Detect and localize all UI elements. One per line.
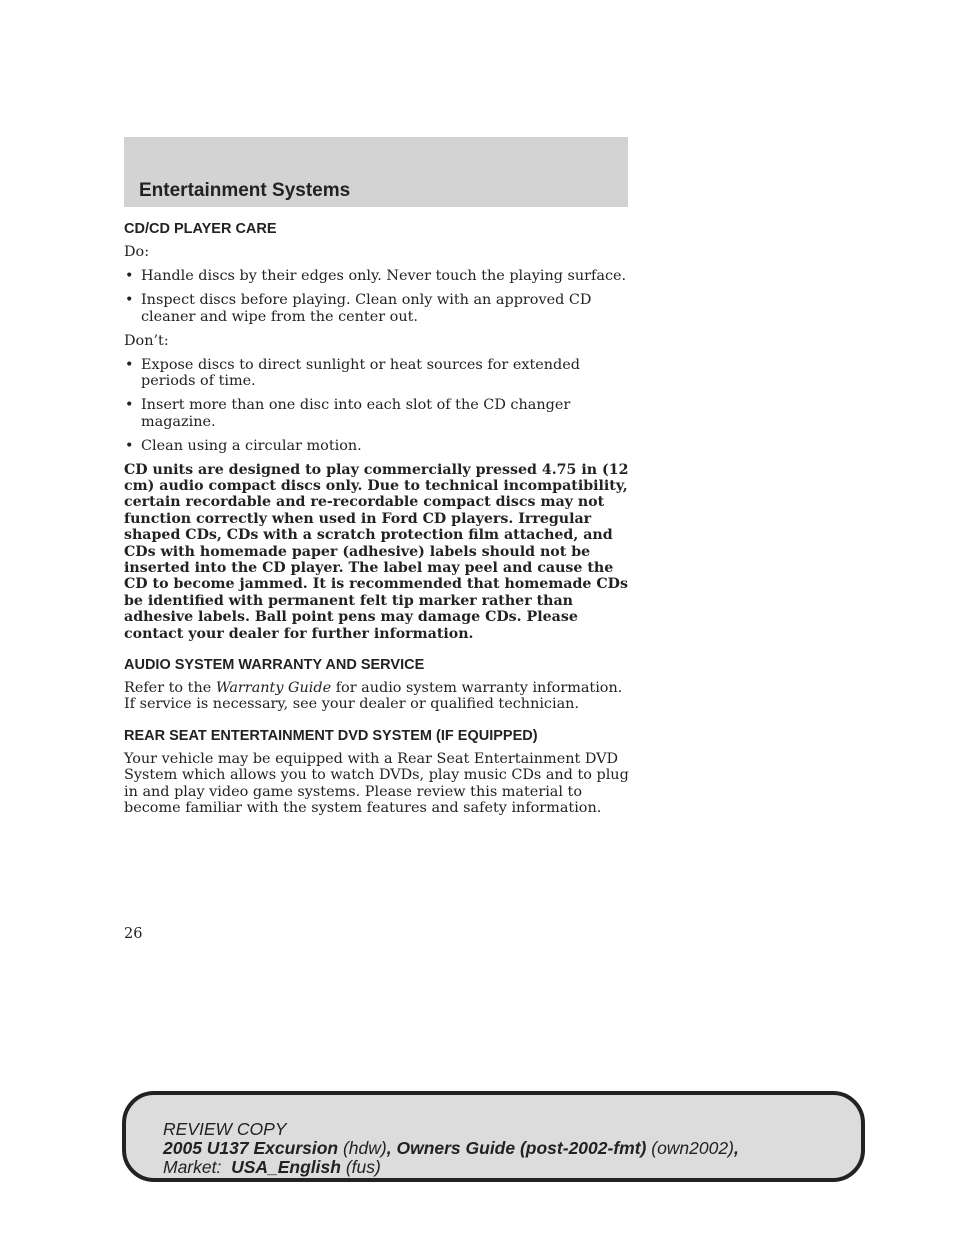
list-item: • Insert more than one disc into each slot of the CD changer magazine. — [125, 397, 571, 430]
review-copy-box — [122, 1091, 865, 1182]
review-copy-market-line: Market: USA_English (fus) — [163, 1157, 381, 1177]
bullet-icon: • — [125, 356, 134, 373]
review-copy-model-line: 2005 U137 Excursion (hdw), Owners Guide (post-2002-fmt) (own2002), — [163, 1138, 739, 1158]
dont-label: Don’t: — [124, 332, 169, 349]
list-item: • Inspect discs before playing. Clean only with an approved CD cleaner and wipe from the center out. — [125, 292, 592, 325]
list-item: • Handle discs by their edges only. Never touch the playing surface. — [125, 268, 627, 284]
cd-warning-text: CD units are designed to play commercially pressed 4.75 in (12 cm) audio compact discs only. Due to technical incompatibility, certain recordable and re-recordable compact discs may not function correctly when used in Ford CD players. Irregular shaped CDs, CDs with a scratch protection film attached, and CDs with homemade paper (adhesive) labels should not be inserted into the CD player. The label may peel and cause the CD to become jammed. It is recommended that homemade CDs be identified with permanent felt tip marker rather than adhesive labels. Ball point pens may damage CDs. Please contact your dealer for further information. — [124, 461, 629, 642]
section-header-band — [124, 137, 628, 207]
list-item: • Clean using a circular motion. — [125, 437, 362, 454]
page-content — [124, 220, 630, 824]
page-number: 26 — [124, 926, 143, 942]
review-copy-text — [163, 1120, 739, 1177]
bullet-icon: • — [125, 268, 134, 284]
list-item: • Expose discs to direct sunlight or heat sources for extended periods of time. — [125, 356, 580, 389]
bullet-icon: • — [125, 292, 134, 308]
bullet-icon: • — [125, 437, 134, 454]
do-list — [124, 268, 630, 325]
review-copy-label: REVIEW COPY — [163, 1119, 287, 1139]
dont-list — [124, 357, 630, 455]
section-title: Entertainment Systems — [139, 180, 351, 201]
dvd-paragraph: Your vehicle may be equipped with a Rear Seat Entertainment DVD System which allows you to watch DVDs, play music CDs and to plug in and play video game systems. Please review this material to become familiar with the system features and safety information. — [124, 750, 629, 817]
warranty-guide-title: Warranty Guide — [215, 679, 332, 696]
do-label: Do: — [124, 244, 150, 260]
heading-dvd: REAR SEAT ENTERTAINMENT DVD SYSTEM (IF EQUIPPED) — [124, 727, 538, 744]
heading-warranty: AUDIO SYSTEM WARRANTY AND SERVICE — [124, 656, 425, 673]
heading-cd-care: CD/CD PLAYER CARE — [124, 221, 277, 237]
warranty-paragraph: Refer to the Warranty Guide for audio system warranty information. If service is necessary, see your dealer or qualified technician. — [124, 679, 623, 713]
bullet-icon: • — [125, 397, 134, 413]
